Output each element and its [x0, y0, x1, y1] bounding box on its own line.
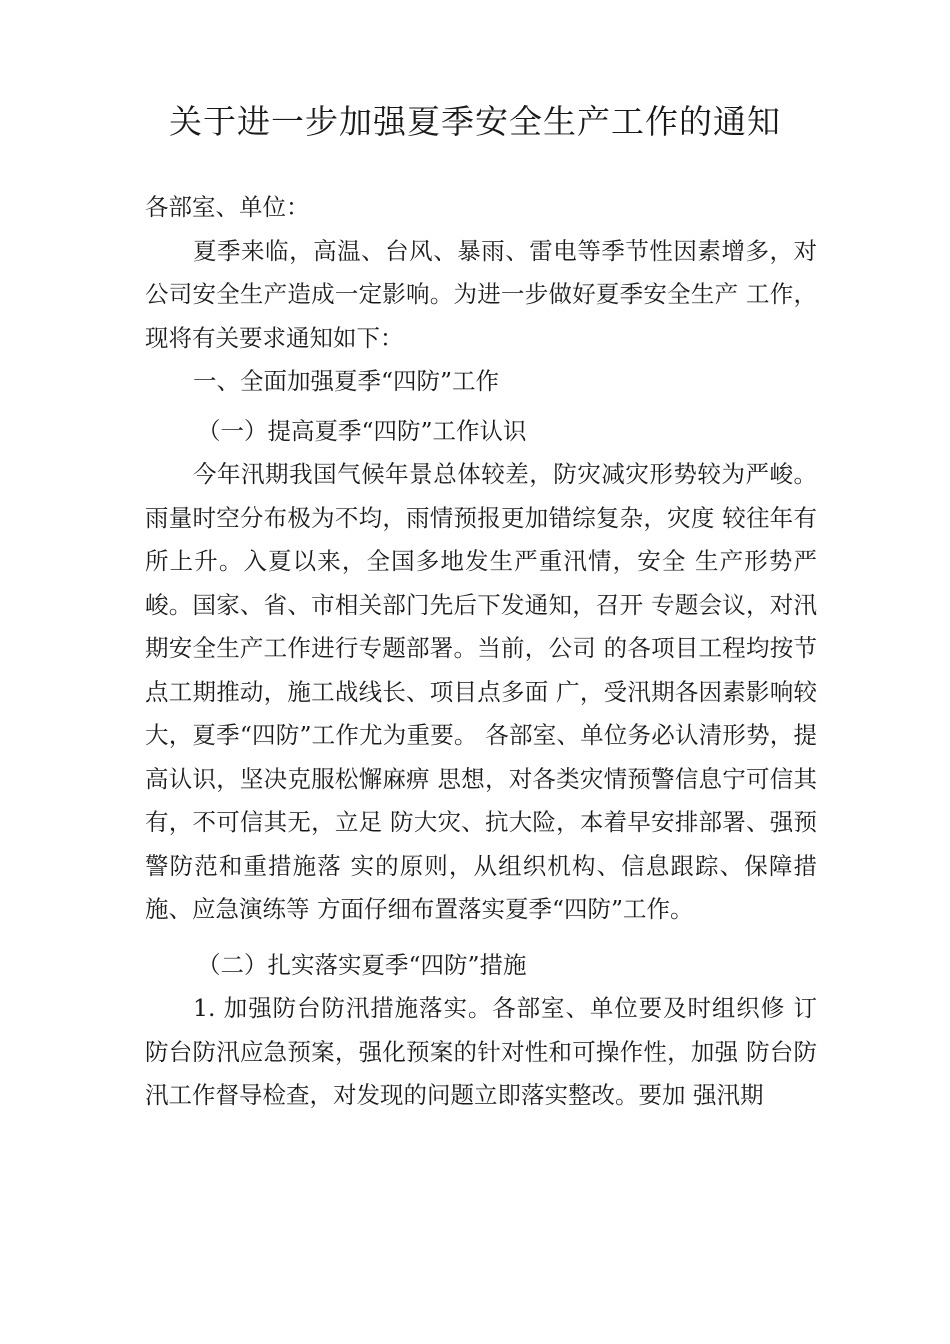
- section-heading-1: 一、全面加强夏季“四防”工作: [193, 367, 500, 395]
- intro-paragraph: 夏季来临，高温、台风、暴雨、雷电等季节性因素增多，对公司安全生产造成一定影响。为进一步做好夏季安全生产 工作，现将有关要求通知如下：: [145, 236, 817, 352]
- list-item-1: 1. 加强防台防汛措施落实。各部室、单位要及时组织修 订防台防汛应急预案，强化预案的针对性和可操作性，加强 防台防汛工作督导检查，对发现的问题立即落实整改。要加 强汛期: [145, 994, 817, 1109]
- subsection-heading-2: （二）扎实落实夏季“四防”措施: [197, 950, 527, 979]
- subsection-heading-1: （一）提高夏季“四防”工作认识: [197, 416, 527, 445]
- subsection-paragraph-1: 今年汛期我国气候年景总体较差，防灾减灾形势较为严峻。雨量时空分布极为不均，雨情预报更加错综复杂，灾度 较往年有所上升。入夏以来，全国多地发生严重汛情，安全 生产形势严峻。国家、省、市相关部门先后下发通知，召开 专题会议，对汛期安全生产工作进行专题部署。当前，公司 的各项目工程均按节点工期推动，施工战线长、项目点多面 广，受汛期各因素影响较大，夏季“四防”工作尤为重要。 各部室、单位务必认清形势，提高认识，坚决克服松懈麻痹 思想，对各类灾情预警信息宁可信其有，不可信其无，立足 防大灾、抗大险，本着早安排部署、强预警防范和重措施落 实的原则，从组织机构、信息跟踪、保障措施、应急演练等 方面仔细布置落实夏季“四防”工作。: [145, 460, 817, 923]
- salutation: 各部室、单位：: [145, 193, 310, 221]
- document-body: [145, 186, 817, 1118]
- document-title: 关于进一步加强夏季安全生产工作的通知: [169, 102, 781, 141]
